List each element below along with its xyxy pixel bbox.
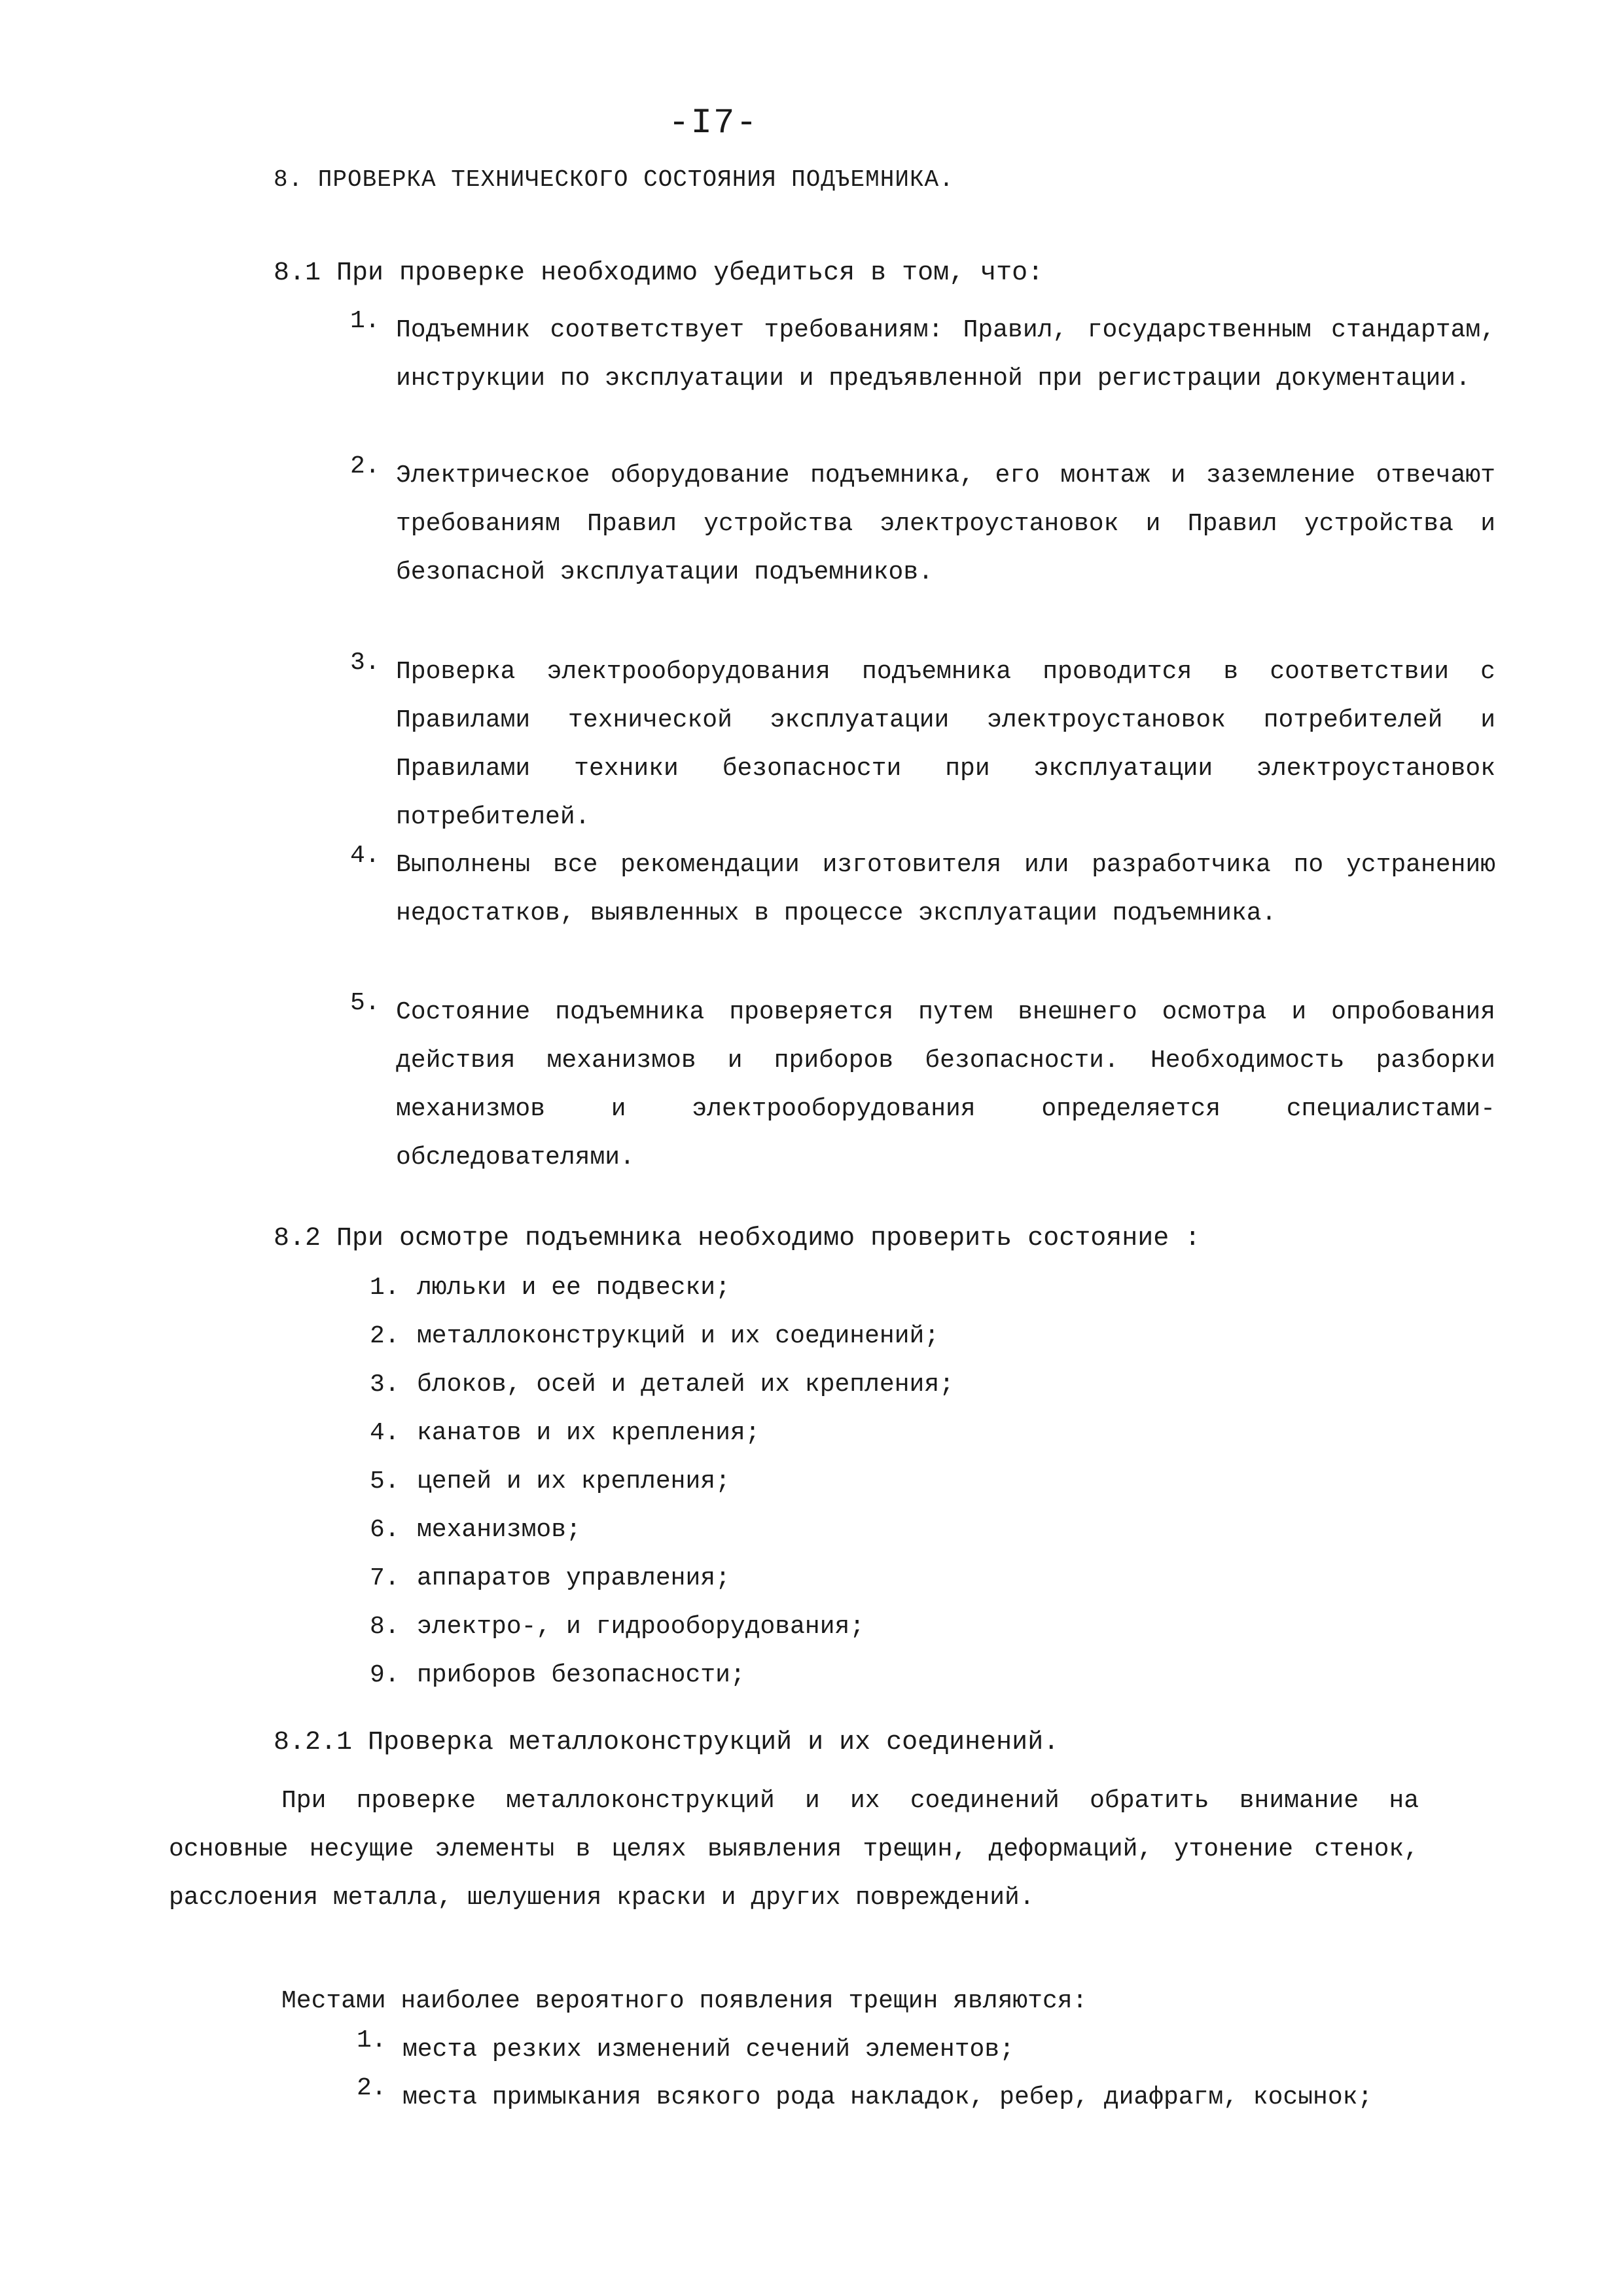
- section-8-1-title: 8.1 При проверке необходимо убедиться в том, что:: [274, 259, 1044, 288]
- list-item: [357, 2073, 1420, 2122]
- section-8-2-title: 8.2 При осмотре подъемника необходимо проверить состояние :: [274, 1224, 1201, 1253]
- item-number: 1.: [350, 307, 380, 335]
- item-number: 1.: [357, 2026, 387, 2054]
- item-text: люльки и ее подвески;: [417, 1274, 730, 1302]
- list-item: [350, 452, 1495, 597]
- item-number: 2.: [357, 2074, 387, 2102]
- list-item: [350, 841, 1495, 938]
- item-text: Состояние подъемника проверяется путем внешнего осмотра и опробования действия механизмов и приборов безопасности. Необходимость разборки механизмов и электрооборудования определяется специалистами-обследователями.: [396, 998, 1495, 1172]
- item-text: цепей и их крепления;: [417, 1467, 730, 1496]
- list-item: [370, 1564, 954, 1612]
- list-item: [357, 2026, 1420, 2074]
- inspection-list: [370, 1273, 954, 1709]
- item-text: Проверка электрооборудования подъемника проводится в соответствии с Правилами технической эксплуатации электроустановок потребителей и Правилами техники безопасности при эксплуатации электроустановок потребителей.: [396, 658, 1495, 831]
- item-text: электро-, и гидрооборудования;: [417, 1613, 865, 1641]
- item-text: аппаратов управления;: [417, 1564, 730, 1592]
- page-number: -I7-: [668, 103, 758, 143]
- item-text: Выполнены все рекомендации изготовителя или разработчика по устранению недостатков, выявленных в процессе эксплуатации подъемника.: [396, 851, 1495, 927]
- item-number: 5.: [370, 1467, 400, 1496]
- item-number: 8.: [370, 1613, 400, 1641]
- list-item: [370, 1273, 954, 1321]
- item-number: 3.: [370, 1371, 400, 1399]
- list-item: [350, 988, 1495, 1182]
- section-heading: 8. ПРОВЕРКА ТЕХНИЧЕСКОГО СОСТОЯНИЯ ПОДЪЕМНИКА.: [274, 166, 954, 193]
- item-text: места резких изменений сечений элементов;: [402, 2036, 1014, 2064]
- item-text: механизмов;: [417, 1516, 581, 1544]
- item-number: 4.: [370, 1419, 400, 1447]
- item-number: 3.: [350, 649, 380, 677]
- body-paragraph: При проверке металлоконструкций и их соединений обратить внимание на основные несущие элементы в целях выявления трещин, деформаций, утонение стенок, расслоения металла, шелушения краски и других повреждений.: [169, 1787, 1419, 1912]
- item-text: приборов безопасности;: [417, 1661, 745, 1689]
- list-item: [370, 1515, 954, 1564]
- list-item: [370, 1467, 954, 1515]
- item-number: 9.: [370, 1661, 400, 1689]
- item-number: 6.: [370, 1516, 400, 1544]
- list-item: [350, 648, 1495, 842]
- item-number: 2.: [350, 452, 380, 480]
- item-number: 4.: [350, 842, 380, 870]
- list-item: [350, 306, 1495, 403]
- item-number: 2.: [370, 1322, 400, 1350]
- item-number: 5.: [350, 989, 380, 1017]
- item-text: Подъемник соответствует требованиям: Правил, государственным стандартам, инструкции по эксплуатации и предъявленной при регистрации документации.: [396, 316, 1495, 393]
- paragraph-intro: Местами наиболее вероятного появления трещин являются:: [281, 1987, 1088, 2015]
- item-number: 7.: [370, 1564, 400, 1592]
- list-item: [370, 1418, 954, 1467]
- section-8-2-1-title: 8.2.1 Проверка металлоконструкций и их соединений.: [274, 1728, 1060, 1757]
- item-number: 1.: [370, 1274, 400, 1302]
- item-text: канатов и их крепления;: [417, 1419, 760, 1447]
- item-text: металлоконструкций и их соединений;: [417, 1322, 940, 1350]
- list-item: [370, 1370, 954, 1418]
- list-item: [370, 1321, 954, 1370]
- list-item: [370, 1612, 954, 1660]
- item-text: места примыкания всякого рода накладок, ребер, диафрагм, косынок;: [402, 2083, 1373, 2111]
- item-text: Электрическое оборудование подъемника, его монтаж и заземление отвечают требованиям Правил устройства электроустановок и Правил устройства и безопасной эксплуатации подъемников.: [396, 461, 1495, 586]
- item-text: блоков, осей и деталей их крепления;: [417, 1371, 954, 1399]
- list-item: [370, 1660, 954, 1709]
